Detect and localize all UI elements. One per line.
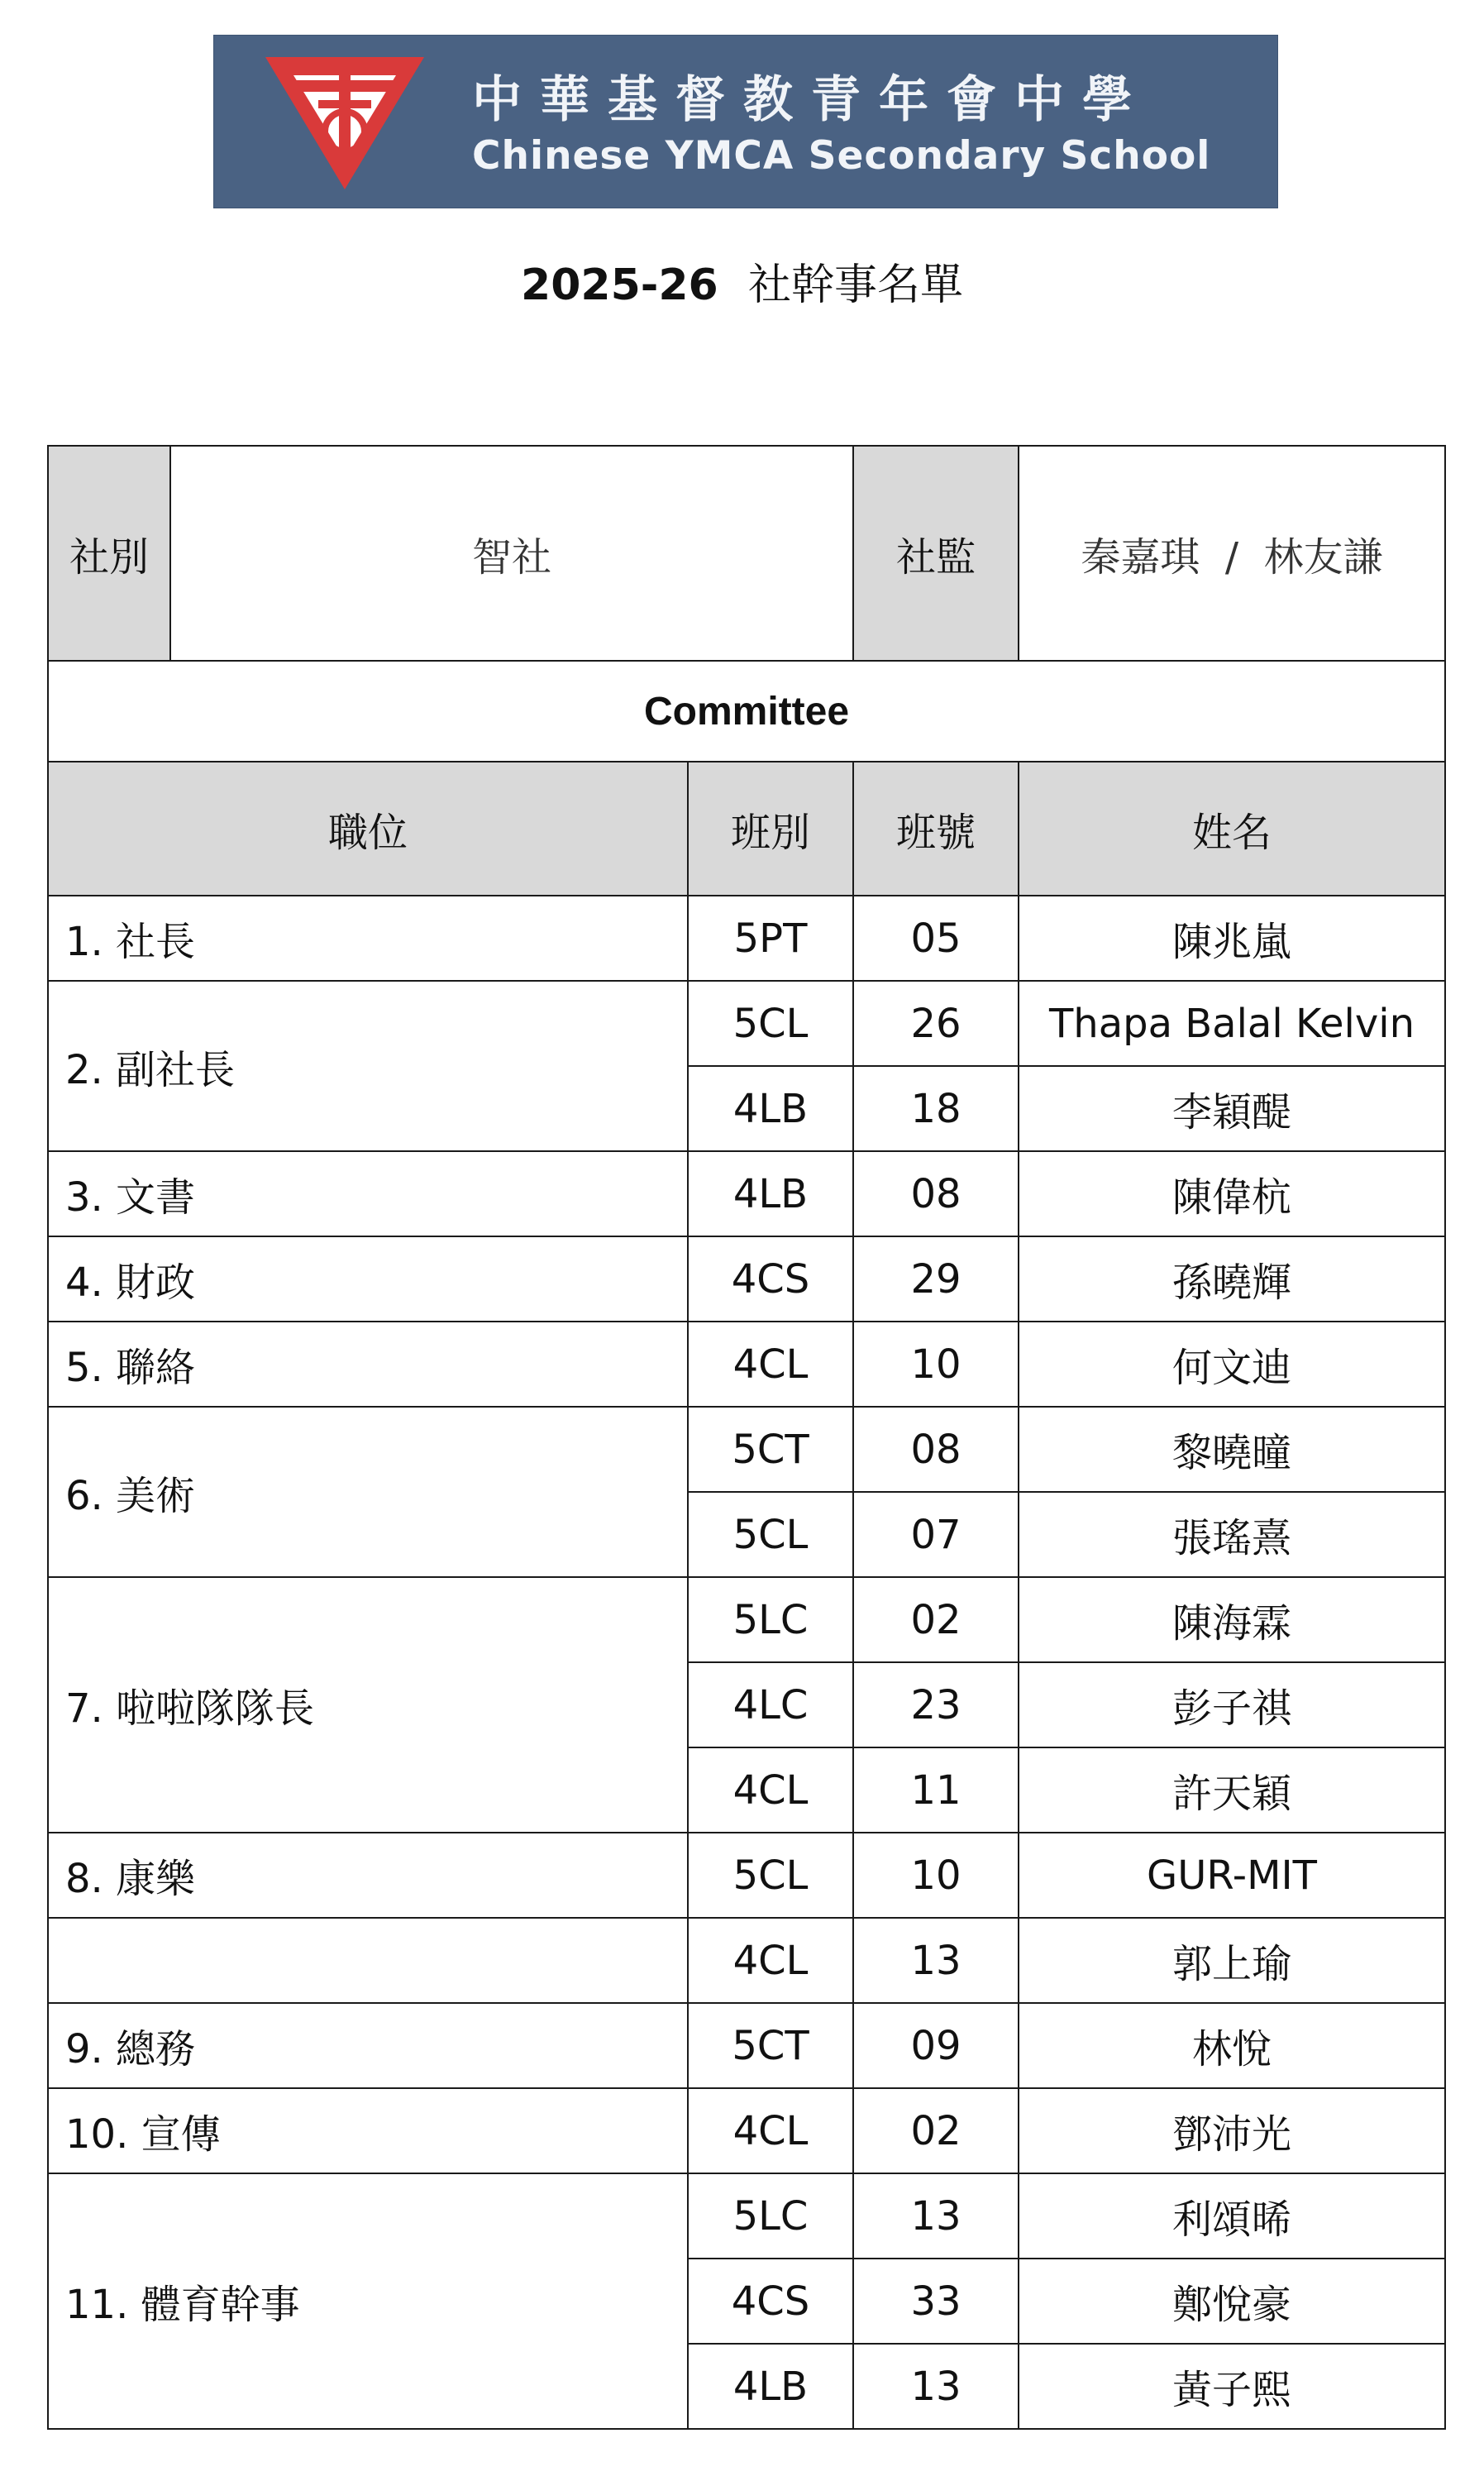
number-cell: 10: [853, 1322, 1019, 1407]
title-year: 2025-26: [521, 261, 718, 310]
number-cell: 29: [853, 1236, 1019, 1322]
school-name-en: Chinese YMCA Secondary School: [472, 133, 1211, 179]
number-cell: 33: [853, 2259, 1019, 2344]
position-cell: 2. 副社長: [48, 981, 688, 1151]
name-cell: 許天穎: [1019, 1747, 1445, 1833]
table-row: [48, 1833, 1445, 1918]
name-cell: 黃子熙: [1019, 2344, 1445, 2429]
title-text: 社幹事名單: [747, 261, 963, 310]
school-name-zh: 中華基督教青年會中學: [472, 71, 1150, 129]
number-cell: 09: [853, 2003, 1019, 2088]
class-cell: 4CL: [688, 1747, 853, 1833]
name-cell: 陳偉杭: [1019, 1151, 1445, 1236]
number-cell: 02: [853, 2088, 1019, 2173]
class-cell: 4LC: [688, 1662, 853, 1747]
number-cell: 05: [853, 896, 1019, 981]
house-value: 智社: [170, 446, 853, 661]
name-cell: 林悅: [1019, 2003, 1445, 2088]
position-cell: 7. 啦啦隊隊長: [48, 1577, 688, 1833]
name-cell: 孫曉輝: [1019, 1236, 1445, 1322]
number-cell: 08: [853, 1407, 1019, 1492]
number-cell: 07: [853, 1492, 1019, 1577]
table-row: [48, 2088, 1445, 2173]
table-row: [48, 2173, 1445, 2259]
table-row: [48, 1151, 1445, 1236]
position-cell: 5. 聯絡: [48, 1322, 688, 1407]
name-cell: 陳海霖: [1019, 1577, 1445, 1662]
house-label: 社別: [48, 446, 170, 661]
advisor-label: 社監: [853, 446, 1019, 661]
name-cell: 利頌晞: [1019, 2173, 1445, 2259]
class-cell: 4LB: [688, 1151, 853, 1236]
name-cell: 彭子祺: [1019, 1662, 1445, 1747]
number-cell: 13: [853, 1918, 1019, 2003]
name-cell: 鄭悅豪: [1019, 2259, 1445, 2344]
position-cell: [48, 1918, 688, 2003]
position-cell: 11. 體育幹事: [48, 2173, 688, 2429]
number-cell: 11: [853, 1747, 1019, 1833]
number-cell: 10: [853, 1833, 1019, 1918]
number-cell: 02: [853, 1577, 1019, 1662]
column-header-position: 職位: [48, 762, 688, 896]
table-row: [48, 1407, 1445, 1492]
class-cell: 4CS: [688, 1236, 853, 1322]
name-cell: 張瑤熹: [1019, 1492, 1445, 1577]
name-cell: 李穎醍: [1019, 1066, 1445, 1151]
table-row: [48, 1236, 1445, 1322]
name-cell: 何文迪: [1019, 1322, 1445, 1407]
position-cell: 10. 宣傳: [48, 2088, 688, 2173]
class-cell: 4LB: [688, 1066, 853, 1151]
name-cell: 陳兆嵐: [1019, 896, 1445, 981]
class-cell: 5LC: [688, 1577, 853, 1662]
class-cell: 4CS: [688, 2259, 853, 2344]
class-cell: 5CL: [688, 1833, 853, 1918]
name-cell: 黎曉曈: [1019, 1407, 1445, 1492]
name-cell: 鄧沛光: [1019, 2088, 1445, 2173]
committee-table: [47, 445, 1446, 2430]
committee-heading: Committee: [48, 661, 1445, 762]
column-header-number: 班號: [853, 762, 1019, 896]
position-cell: 3. 文書: [48, 1151, 688, 1236]
advisor-value: 秦嘉琪 / 林友謙: [1019, 446, 1445, 661]
class-cell: 5CL: [688, 981, 853, 1066]
name-cell: Thapa Balal Kelvin: [1019, 981, 1445, 1066]
name-cell: 郭上瑜: [1019, 1918, 1445, 2003]
position-cell: 1. 社長: [48, 896, 688, 981]
column-header-class: 班別: [688, 762, 853, 896]
table-row: [48, 1322, 1445, 1407]
class-cell: 5LC: [688, 2173, 853, 2259]
class-cell: 4CL: [688, 2088, 853, 2173]
number-cell: 23: [853, 1662, 1019, 1747]
class-cell: 4CL: [688, 1918, 853, 2003]
house-info-row: [48, 446, 1445, 661]
column-header-name: 姓名: [1019, 762, 1445, 896]
class-cell: 4CL: [688, 1322, 853, 1407]
committee-heading-row: [48, 661, 1445, 762]
table-row: [48, 981, 1445, 1066]
school-banner: [213, 35, 1278, 208]
page-title: [0, 250, 1484, 312]
table-row: [48, 2003, 1445, 2088]
class-cell: 5PT: [688, 896, 853, 981]
name-cell: GUR-MIT: [1019, 1833, 1445, 1918]
ymca-logo-icon: [262, 50, 427, 193]
number-cell: 18: [853, 1066, 1019, 1151]
class-cell: 5CL: [688, 1492, 853, 1577]
position-cell: 6. 美術: [48, 1407, 688, 1577]
column-header-row: [48, 762, 1445, 896]
table-row: [48, 896, 1445, 981]
number-cell: 13: [853, 2173, 1019, 2259]
number-cell: 08: [853, 1151, 1019, 1236]
position-cell: 8. 康樂: [48, 1833, 688, 1918]
table-row: [48, 1918, 1445, 2003]
number-cell: 13: [853, 2344, 1019, 2429]
class-cell: 4LB: [688, 2344, 853, 2429]
position-cell: 4. 財政: [48, 1236, 688, 1322]
position-cell: 9. 總務: [48, 2003, 688, 2088]
class-cell: 5CT: [688, 2003, 853, 2088]
table-row: [48, 1577, 1445, 1662]
number-cell: 26: [853, 981, 1019, 1066]
class-cell: 5CT: [688, 1407, 853, 1492]
